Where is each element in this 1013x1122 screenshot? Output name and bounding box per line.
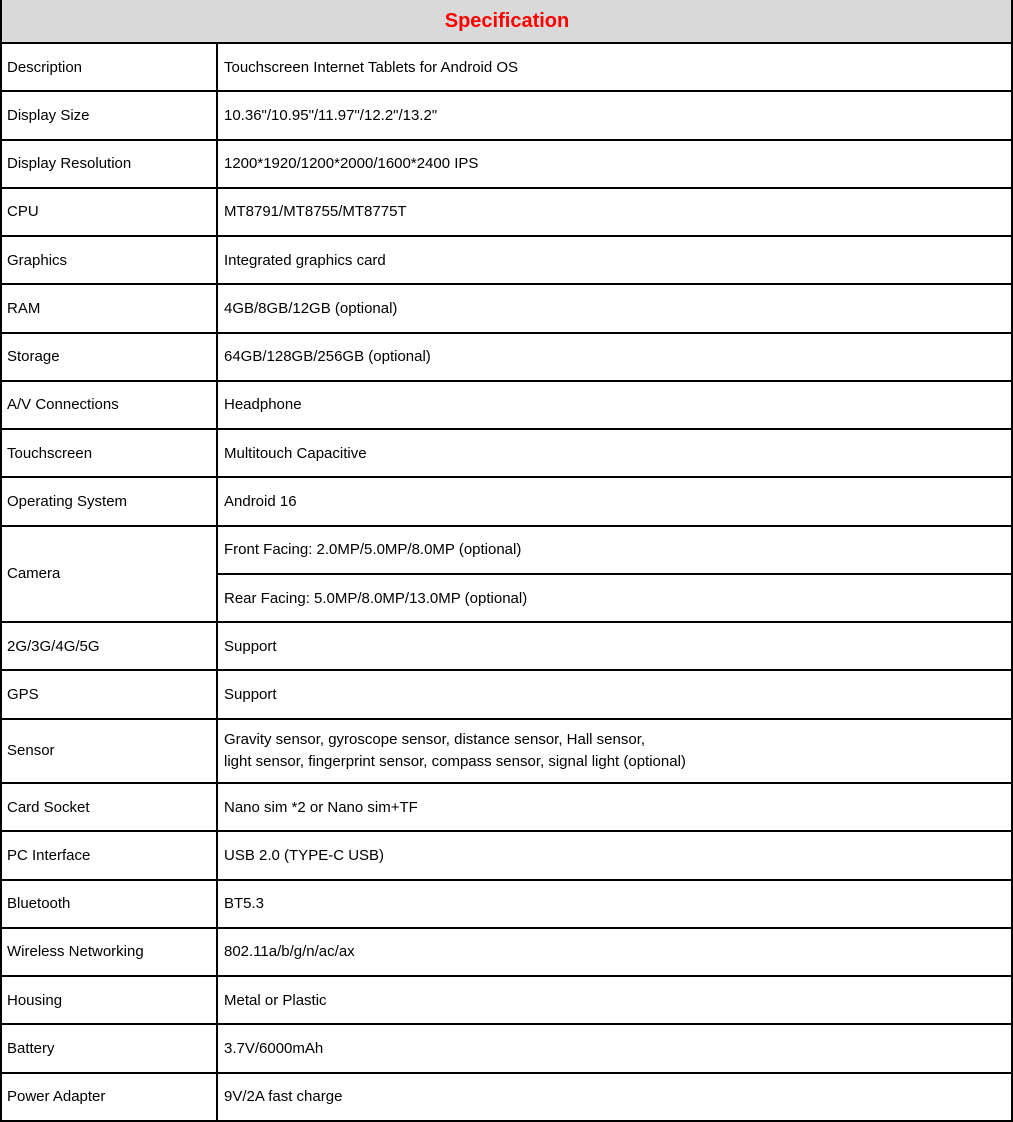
row-description (1, 43, 1012, 91)
row-battery (1, 1024, 1012, 1072)
value-graphics: Integrated graphics card (217, 236, 1012, 284)
label-graphics: Graphics (1, 236, 217, 284)
title-row (1, 0, 1012, 43)
label-wireless-networking: Wireless Networking (1, 928, 217, 976)
row-power-adapter (1, 1073, 1012, 1121)
row-graphics (1, 236, 1012, 284)
value-camera-front: Front Facing: 2.0MP/5.0MP/8.0MP (optional) (217, 526, 1012, 574)
sensor-line-1: Gravity sensor, gyroscope sensor, distance sensor, Hall sensor, (224, 731, 646, 749)
label-cellular: 2G/3G/4G/5G (1, 622, 217, 670)
value-description: Touchscreen Internet Tablets for Android OS (217, 43, 1012, 91)
label-ram: RAM (1, 284, 217, 332)
row-display-resolution (1, 140, 1012, 188)
row-gps (1, 670, 1012, 718)
value-sensor (217, 719, 1012, 783)
label-camera: Camera (1, 526, 217, 623)
row-cellular (1, 622, 1012, 670)
label-pc-interface: PC Interface (1, 831, 217, 879)
label-card-socket: Card Socket (1, 783, 217, 831)
value-gps: Support (217, 670, 1012, 718)
label-bluetooth: Bluetooth (1, 880, 217, 928)
label-sensor: Sensor (1, 719, 217, 783)
label-housing: Housing (1, 976, 217, 1024)
value-housing: Metal or Plastic (217, 976, 1012, 1024)
row-pc-interface (1, 831, 1012, 879)
value-card-socket: Nano sim *2 or Nano sim+TF (217, 783, 1012, 831)
value-cpu: MT8791/MT8755/MT8775T (217, 188, 1012, 236)
value-cellular: Support (217, 622, 1012, 670)
value-touchscreen: Multitouch Capacitive (217, 429, 1012, 477)
label-description: Description (1, 43, 217, 91)
row-bluetooth (1, 880, 1012, 928)
row-housing (1, 976, 1012, 1024)
value-bluetooth: BT5.3 (217, 880, 1012, 928)
label-storage: Storage (1, 333, 217, 381)
label-display-size: Display Size (1, 91, 217, 139)
label-av-connections: A/V Connections (1, 381, 217, 429)
row-card-socket (1, 783, 1012, 831)
row-operating-system (1, 477, 1012, 525)
row-storage (1, 333, 1012, 381)
row-camera-front (1, 526, 1012, 574)
label-battery: Battery (1, 1024, 217, 1072)
value-storage: 64GB/128GB/256GB (optional) (217, 333, 1012, 381)
value-camera-rear: Rear Facing: 5.0MP/8.0MP/13.0MP (optional) (217, 574, 1012, 622)
table-title: Specification (1, 0, 1012, 43)
value-display-resolution: 1200*1920/1200*2000/1600*2400 IPS (217, 140, 1012, 188)
value-display-size: 10.36"/10.95"/11.97"/12.2"/13.2" (217, 91, 1012, 139)
value-operating-system: Android 16 (217, 477, 1012, 525)
value-power-adapter: 9V/2A fast charge (217, 1073, 1012, 1121)
label-display-resolution: Display Resolution (1, 140, 217, 188)
label-touchscreen: Touchscreen (1, 429, 217, 477)
row-ram (1, 284, 1012, 332)
row-display-size (1, 91, 1012, 139)
row-touchscreen (1, 429, 1012, 477)
sensor-line-2: light sensor, fingerprint sensor, compass sensor, signal light (optional) (224, 752, 686, 770)
value-battery: 3.7V/6000mAh (217, 1024, 1012, 1072)
row-cpu (1, 188, 1012, 236)
label-cpu: CPU (1, 188, 217, 236)
value-pc-interface: USB 2.0 (TYPE-C USB) (217, 831, 1012, 879)
label-operating-system: Operating System (1, 477, 217, 525)
value-av-connections: Headphone (217, 381, 1012, 429)
value-ram: 4GB/8GB/12GB (optional) (217, 284, 1012, 332)
label-gps: GPS (1, 670, 217, 718)
row-wireless-networking (1, 928, 1012, 976)
row-av-connections (1, 381, 1012, 429)
value-wireless-networking: 802.11a/b/g/n/ac/ax (217, 928, 1012, 976)
label-power-adapter: Power Adapter (1, 1073, 217, 1121)
row-sensor (1, 719, 1012, 783)
